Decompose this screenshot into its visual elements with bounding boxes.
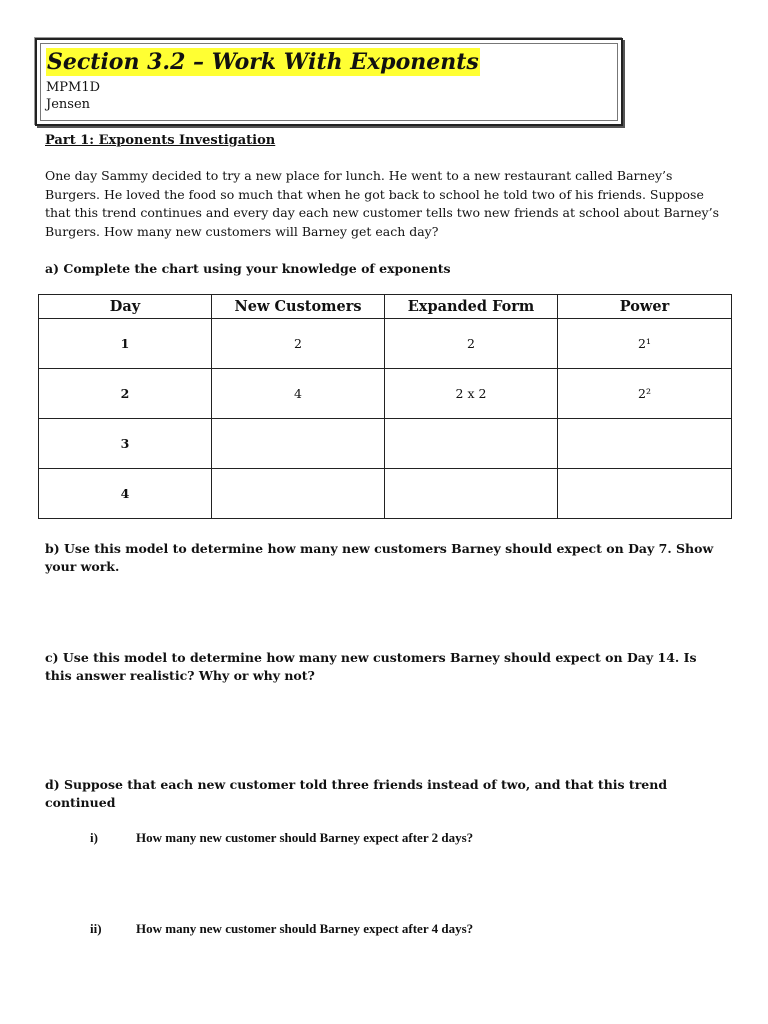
table-header-row xyxy=(39,295,732,319)
cell-power[interactable] xyxy=(558,419,732,469)
cell-expanded-form[interactable] xyxy=(385,469,558,519)
cell-expanded-form: 2 x 2 xyxy=(385,369,558,419)
part-heading: Part 1: Exponents Investigation xyxy=(45,133,276,148)
cell-day: 1 xyxy=(39,319,212,369)
question-b: b) Use this model to determine how many new customers Barney should expect on Day 7. Show your work. xyxy=(45,541,714,574)
col-header-new-customers: New Customers xyxy=(212,295,385,319)
question-d-i-text: How many new customer should Barney expect after 2 days? xyxy=(136,830,474,845)
question-a: a) Complete the chart using your knowledge of exponents xyxy=(45,261,451,276)
cell-day: 3 xyxy=(39,419,212,469)
cell-day: 2 xyxy=(39,369,212,419)
col-header-day: Day xyxy=(39,295,212,319)
cell-power[interactable] xyxy=(558,469,732,519)
col-header-expanded-form: Expanded Form xyxy=(385,295,558,319)
cell-new-customers[interactable] xyxy=(212,419,385,469)
cell-new-customers: 4 xyxy=(212,369,385,419)
cell-day: 4 xyxy=(39,469,212,519)
table-row xyxy=(39,369,732,419)
cell-expanded-form: 2 xyxy=(385,319,558,369)
table-row xyxy=(39,319,732,369)
exponents-chart xyxy=(38,294,732,519)
teacher-name: Jensen xyxy=(46,97,91,112)
cell-new-customers[interactable] xyxy=(212,469,385,519)
cell-power: 2² xyxy=(558,369,732,419)
header-box xyxy=(35,38,623,126)
question-d-ii-number: ii) xyxy=(90,921,102,936)
cell-power: 2¹ xyxy=(558,319,732,369)
course-code: MPM1D xyxy=(46,80,101,95)
col-header-power: Power xyxy=(558,295,732,319)
intro-paragraph: One day Sammy decided to try a new place for lunch. He went to a new restaurant called Barney’s Burgers. He loved the food so much that when he got back to school he told two of his friends. Suppose that this trend continues and every day each new customer tells two new friends at school about Barney’s Burgers. How many new customers will Barney get each day? xyxy=(45,168,719,239)
cell-new-customers: 2 xyxy=(212,319,385,369)
page-title: Section 3.2 – Work With Exponents xyxy=(47,49,479,75)
question-d-i-number: i) xyxy=(90,830,98,845)
cell-expanded-form[interactable] xyxy=(385,419,558,469)
table-row xyxy=(39,469,732,519)
question-d-ii-text: How many new customer should Barney expect after 4 days? xyxy=(136,921,474,936)
question-c: c) Use this model to determine how many new customers Barney should expect on Day 14. Is this answer realistic? Why or why not? xyxy=(45,650,697,683)
table-row xyxy=(39,419,732,469)
question-d: d) Suppose that each new customer told three friends instead of two, and that this trend continued xyxy=(45,777,668,810)
